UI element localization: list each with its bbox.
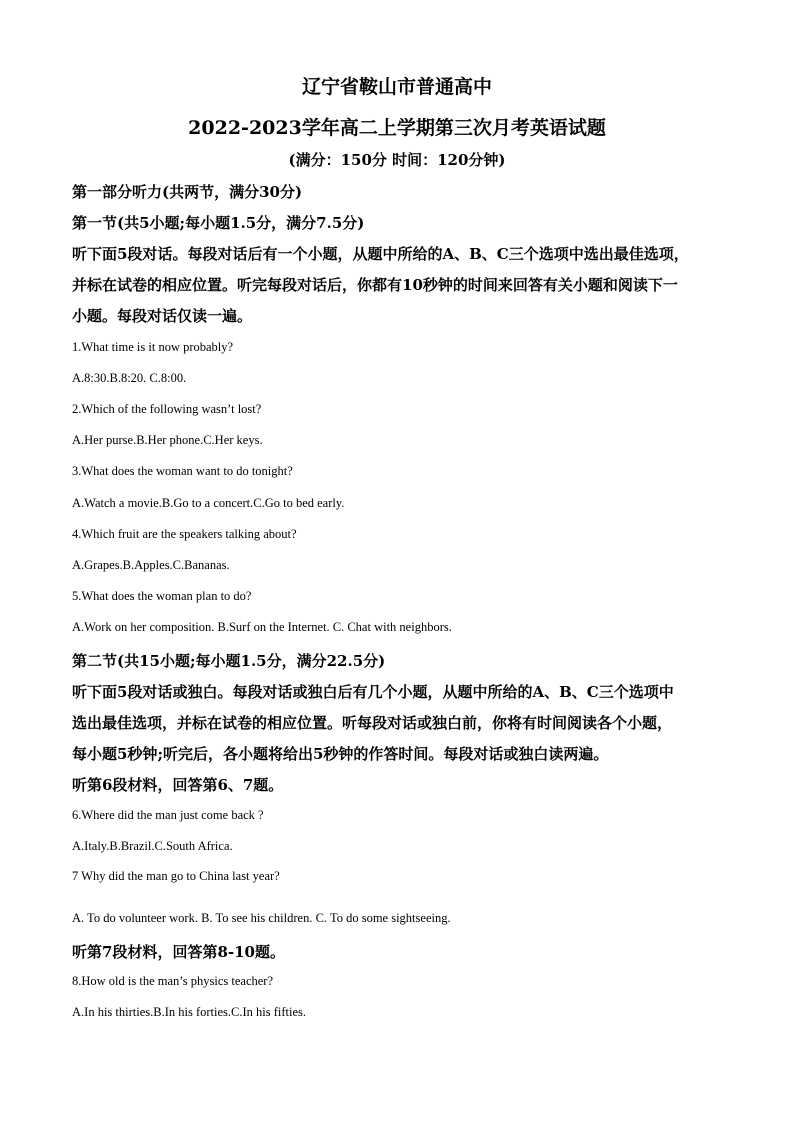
- question-8-text: 8.How old is the man’s physics teacher?: [72, 974, 273, 988]
- question-6-text: 6.Where did the man just come back ?: [72, 808, 264, 822]
- question-3-options: A.Watch a movie.B.Go to a concert.C.Go to bed early.: [72, 496, 345, 510]
- part1-heading: 第一部分听力(共两节，满分30分): [72, 183, 303, 201]
- section1-instruction-line: 听下面5段对话。每段对话后有一个小题，从题中所给的A、B、C三个选项中选出最佳选项，: [72, 245, 689, 263]
- section2-instruction-line: 听下面5段对话或独白。每段对话或独白后有几个小题，从题中所给的A、B、C三个选项中: [72, 683, 674, 701]
- question-4-text: 4.Which fruit are the speakers talking about?: [72, 527, 297, 541]
- question-1-text: 1.What time is it now probably?: [72, 340, 234, 354]
- question-3-text: 3.What does the woman want to do tonight?: [72, 464, 293, 478]
- question-2-text: 2.Which of the following wasn’t lost?: [72, 402, 262, 416]
- question-7-text: 7 Why did the man go to China last year?: [72, 869, 280, 883]
- question-2-options: A.Her purse.B.Her phone.C.Her keys.: [72, 433, 263, 447]
- section2-instruction-line: 选出最佳选项，并标在试卷的相应位置。听每段对话或独白前，你将有时间阅读各个小题，: [72, 714, 673, 732]
- section1-heading: 第一节(共5小题;每小题1.5分，满分7.5分): [72, 214, 365, 232]
- question-5-text: 5.What does the woman plan to do?: [72, 589, 252, 603]
- group6-heading: 听第6段材料，回答第6、7题。: [72, 776, 284, 794]
- question-4-options: A.Grapes.B.Apples.C.Bananas.: [72, 558, 230, 572]
- exam-subtitle: (满分：150分 时间：120分钟): [288, 151, 506, 169]
- exam-title-line1: 辽宁省鞍山市普通高中: [301, 76, 492, 98]
- question-5-options: A.Work on her composition. B.Surf on the Internet. C. Chat with neighbors.: [72, 620, 452, 634]
- question-8-options: A.In his thirties.B.In his forties.C.In his fifties.: [72, 1005, 307, 1019]
- section2-instruction-line: 每小题5秒钟;听完后，各小题将给出5秒钟的作答时间。每段对话或独白读两遍。: [72, 745, 609, 763]
- exam-title-line2: 2022-2023学年高二上学期第三次月考英语试题: [188, 117, 606, 139]
- section2-heading: 第二节(共15小题;每小题1.5分，满分22.5分): [72, 652, 386, 670]
- question-7-options: A. To do volunteer work. B. To see his children. C. To do some sightseeing.: [72, 911, 451, 925]
- question-6-options: A.Italy.B.Brazil.C.South Africa.: [72, 839, 233, 853]
- group7-heading: 听第7段材料，回答第8-10题。: [72, 943, 285, 961]
- section1-instruction-line: 并标在试卷的相应位置。听完每段对话后，你都有10秒钟的时间来回答有关小题和阅读下一: [72, 276, 678, 294]
- section1-instruction-line: 小题。每段对话仅读一遍。: [72, 307, 253, 325]
- question-1-options: A.8:30.B.8:20. C.8:00.: [72, 371, 187, 385]
